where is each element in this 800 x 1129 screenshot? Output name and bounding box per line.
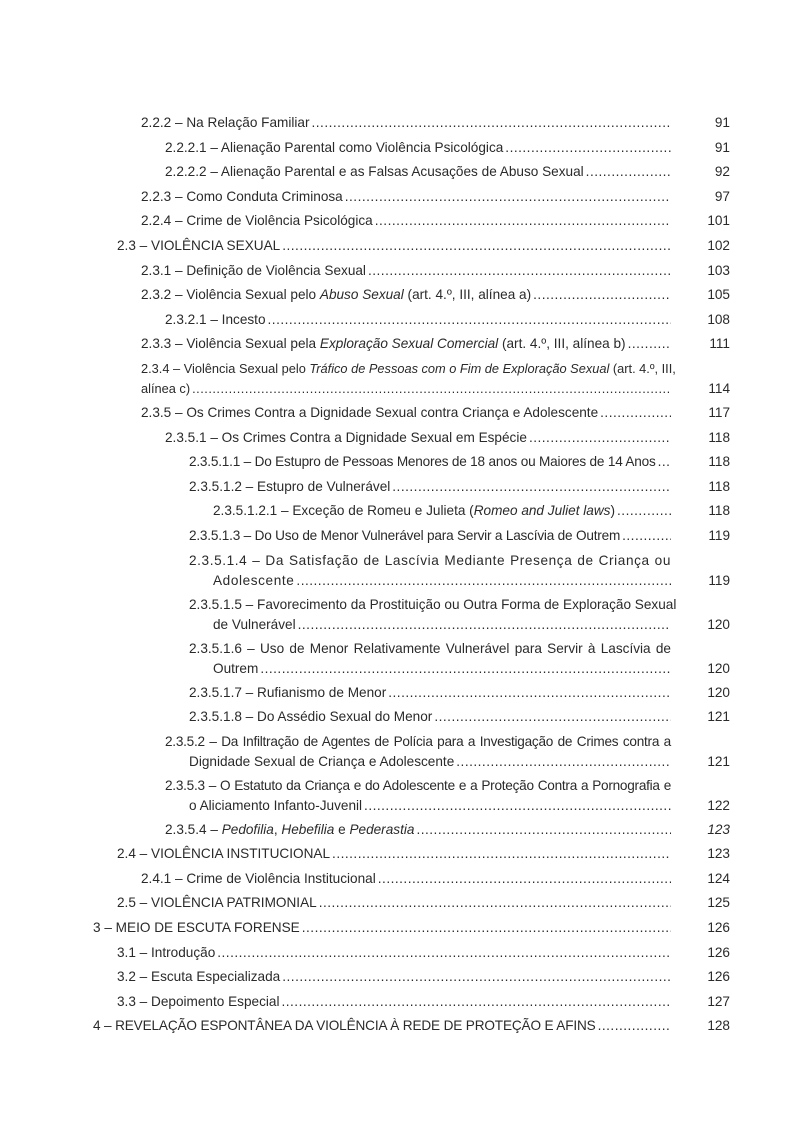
toc-entry (165, 732, 730, 776)
toc-label-continuation: alínea c) (141, 380, 191, 396)
toc-entry (189, 639, 730, 683)
toc-label-part: (art. 4.º, III, (609, 360, 676, 376)
toc-label-part: (art. 4.º, III, alínea b) (498, 336, 626, 352)
toc-label: 2.3.5.1.2 – Estupro de Vulnerável (189, 478, 391, 494)
toc-entry (141, 334, 730, 359)
toc-label: 2.4 – VIOLÊNCIA INSTITUCIONAL (117, 846, 331, 862)
toc-entry (165, 138, 730, 163)
toc-entry (141, 403, 730, 428)
toc-entry (117, 893, 730, 918)
toc-entry (141, 359, 730, 403)
toc-page-number: 120 (707, 616, 730, 632)
leader-dots (296, 571, 671, 591)
toc-label: 2.3.2.1 – Incesto (165, 311, 266, 327)
toc-label-italic: Exploração Sexual Comercial (319, 336, 499, 352)
toc-label (141, 285, 531, 305)
toc-label-part: ) (610, 503, 616, 519)
toc-label-italic: Abuso Sexual (319, 287, 404, 303)
leader-dots (434, 707, 671, 727)
toc-page-number: 123 (707, 821, 730, 837)
toc-entry (165, 428, 730, 453)
toc-label-italic: Hebefilia (281, 821, 335, 837)
toc-label-part: 2.3.5.4 – (165, 821, 222, 837)
toc-page-number: 103 (707, 262, 730, 278)
toc-entry (117, 992, 730, 1017)
toc-label: 2.3.5.1.5 – Favorecimento da Prostituição ou Outra Forma de Exploração Sexual (189, 596, 677, 612)
toc-label: 2.3.5.3 – O Estatuto da Criança e do Adolescente e a Proteção Contra a Pornografia e (165, 777, 671, 793)
toc-label: 2.3.5.1 – Os Crimes Contra a Dignidade Sexual em Espécie (165, 429, 527, 445)
toc-page-number: 108 (707, 311, 730, 327)
leader-dots (332, 844, 671, 864)
toc-label: 3.3 – Depoimento Especial (117, 993, 280, 1009)
toc-page-number: 120 (707, 684, 730, 700)
toc-label-continuation: Dignidade Sexual de Criança e Adolescente (189, 753, 455, 769)
toc-label: 2.2.3 – Como Conduta Criminosa (141, 188, 343, 204)
leader-dots (217, 943, 671, 963)
toc-entry (213, 501, 730, 526)
leader-dots (598, 1016, 671, 1036)
toc-label: 3.2 – Escuta Especializada (117, 969, 281, 985)
toc-label: 2.3.5.1.4 – Da Satisfação de Lascívia Mediante Presença de Criança ou (189, 552, 671, 568)
toc-label: 2.3.5.1.8 – Do Assédio Sexual do Menor (189, 709, 433, 725)
toc-label: 2.3.5.1.6 – Uso de Menor Relativamente Vulnerável para Servir à Lascívia de (189, 640, 671, 656)
toc-label: 3.1 – Introdução (117, 944, 216, 960)
toc-label-italic: Romeo and Juliet laws (473, 503, 611, 519)
leader-dots (312, 113, 672, 133)
toc-label: 2.2.4 – Crime de Violência Psicológica (141, 213, 373, 229)
leader-dots (345, 187, 671, 207)
toc-page-number: 127 (707, 993, 730, 1009)
toc-page-number: 91 (714, 115, 730, 130)
leader-dots (586, 162, 671, 182)
toc-entry (117, 844, 730, 869)
toc-page-number: 123 (707, 846, 730, 862)
toc-page-number: 118 (708, 454, 730, 470)
leader-dots (617, 501, 671, 521)
toc-entry (93, 1016, 730, 1041)
leader-dots (319, 893, 671, 913)
leader-dots (364, 796, 671, 816)
leader-dots (375, 211, 671, 231)
toc-entry (141, 113, 730, 138)
toc-label-continuation: Outrem (213, 660, 259, 676)
toc-entry (141, 285, 730, 310)
leader-dots (533, 285, 671, 305)
toc-page-number: 102 (707, 237, 730, 253)
toc-entry (141, 869, 730, 894)
toc-page-number: 97 (714, 188, 730, 204)
leader-dots (388, 683, 671, 703)
toc-label-part: 2.3.5.1.2.1 – Exceção de Romeu e Julieta ( (213, 503, 474, 519)
toc-label-italic: Pederastia (349, 821, 415, 837)
leader-dots (268, 310, 671, 330)
toc-label: 2.3.5 – Os Crimes Contra a Dignidade Sexual contra Criança e Adolescente (141, 404, 599, 420)
toc-page-number: 91 (714, 139, 730, 155)
toc-entry (189, 707, 730, 732)
leader-dots (416, 820, 671, 840)
leader-dots (192, 379, 671, 399)
toc-page-number: 118 (708, 503, 730, 519)
toc-page-number: 126 (707, 944, 730, 960)
leader-dots (298, 615, 671, 635)
toc-entry (189, 595, 730, 639)
toc-page-number: 121 (707, 753, 730, 769)
leader-dots (378, 869, 671, 889)
toc-label: 2.3.5.1.7 – Rufianismo de Menor (189, 684, 387, 700)
toc-page-number: 125 (707, 895, 730, 911)
toc-label-part: , (273, 821, 282, 837)
toc-label: 3 – MEIO DE ESCUTA FORENSE (93, 920, 300, 936)
toc-label: 2.4.1 – Crime de Violência Institucional (141, 870, 376, 886)
toc-label-part: 2.3.4 – Violência Sexual pelo (141, 360, 310, 376)
toc-page-number: 101 (707, 213, 730, 229)
toc-label: 4 – REVELAÇÃO ESPONTÂNEA DA VIOLÊNCIA À REDE DE PROTEÇÃO E AFINS (93, 1018, 596, 1034)
leader-dots (392, 477, 671, 497)
toc-page-number: 117 (708, 404, 730, 420)
toc-page-number: 119 (708, 572, 730, 588)
toc-label: 2.5 – VIOLÊNCIA PATRIMONIAL (117, 895, 317, 911)
toc-label: 2.2.2 – Na Relação Familiar (141, 115, 310, 130)
toc-entry (117, 943, 730, 968)
toc-label: 2.3.5.1.3 – Do Uso de Menor Vulnerável para Servir a Lascívia de Outrem (189, 527, 621, 543)
toc-label (213, 501, 615, 521)
toc-label-italic: Pedofilia (221, 821, 274, 837)
toc-label: 2.3.5.2 – Da Infiltração de Agentes de Polícia para a Investigação de Crimes contra a (165, 733, 671, 749)
toc-label (165, 820, 414, 840)
toc-page-number: 122 (707, 797, 730, 813)
toc-label-part: 2.3.2 – Violência Sexual pelo (141, 287, 320, 303)
toc-entry (165, 162, 730, 187)
toc-entry (141, 187, 730, 212)
toc-page-number: 114 (708, 380, 730, 396)
toc-entry (189, 477, 730, 502)
toc-label-continuation: de Vulnerável (213, 616, 296, 632)
toc-page-number: 120 (707, 660, 730, 676)
leader-dots (282, 967, 671, 987)
toc-entry (189, 683, 730, 708)
toc-entry (117, 967, 730, 992)
toc-label: 2.3.5.1.1 – Do Estupro de Pessoas Menores de 18 anos ou Maiores de 14 Anos (189, 454, 656, 470)
leader-dots (505, 138, 671, 158)
toc-entry (141, 261, 730, 286)
toc-entry (189, 452, 730, 477)
leader-dots (529, 428, 671, 448)
toc-label: 2.3.1 – Definição de Violência Sexual (141, 262, 366, 278)
toc-page-number: 119 (708, 527, 730, 543)
toc-label-part: 2.3.3 – Violência Sexual pela (141, 336, 320, 352)
toc-page-number: 118 (708, 429, 730, 445)
toc-entry (165, 820, 730, 845)
toc-page-number: 121 (707, 709, 730, 725)
toc-label-italic: Tráfico de Pessoas com o Fim de Exploração Sexual (309, 360, 610, 376)
toc-entry (189, 526, 730, 551)
toc-entry (93, 918, 730, 943)
toc-entry (165, 776, 730, 820)
toc-label-part: e (334, 821, 350, 837)
leader-dots (302, 918, 671, 938)
toc-page-number: 105 (707, 287, 730, 303)
toc-label-continuation: Adolescente (213, 572, 295, 588)
toc-page-number: 92 (714, 164, 730, 180)
toc-entry (189, 551, 730, 595)
toc-label: 2.2.2.2 – Alienação Parental e as Falsas Acusações de Abuso Sexual (165, 164, 584, 180)
toc-page-number: 126 (707, 920, 730, 936)
toc-label-continuation: o Aliciamento Infanto-Juvenil (189, 797, 363, 813)
leader-dots (368, 261, 671, 281)
leader-dots (600, 403, 671, 423)
toc-page-number: 124 (707, 870, 730, 886)
toc-label: 2.3 – VIOLÊNCIA SEXUAL (117, 237, 281, 253)
toc-entry (117, 236, 730, 261)
toc-entry (141, 211, 730, 236)
table-of-contents (0, 113, 800, 1041)
toc-page-number: 126 (707, 969, 730, 985)
leader-dots (281, 992, 671, 1012)
leader-dots (260, 659, 671, 679)
leader-dots (658, 452, 671, 472)
toc-label: 2.2.2.1 – Alienação Parental como Violência Psicológica (165, 139, 504, 155)
leader-dots (628, 334, 671, 354)
leader-dots (456, 752, 671, 772)
leader-dots (622, 526, 671, 546)
toc-page-number: 128 (707, 1018, 730, 1034)
toc-page-number: 111 (709, 336, 730, 352)
toc-label (141, 359, 676, 379)
toc-entry (165, 310, 730, 335)
toc-label (141, 334, 626, 354)
toc-label-part: (art. 4.º, III, alínea a) (403, 287, 532, 303)
leader-dots (282, 236, 671, 256)
toc-page-number: 118 (708, 478, 730, 494)
